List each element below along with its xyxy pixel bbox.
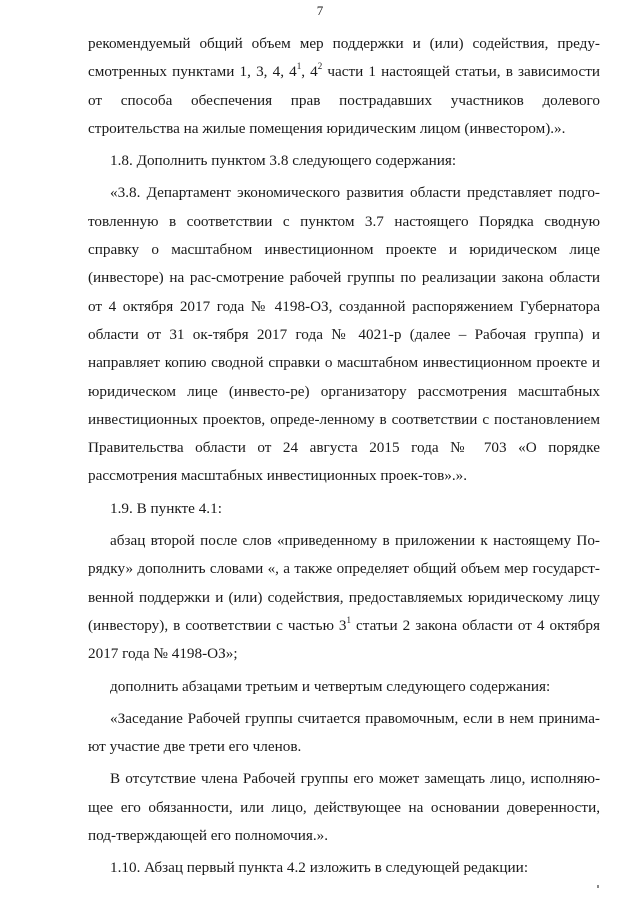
- text-fragment: , 4: [301, 63, 318, 81]
- paragraph-second-abzac: [88, 527, 600, 668]
- text-fragment: абзац второй после слов «приведенному в приложении к настоящему По-рядку» дополнить словами «, а также определяет общий объем мер государст-венной поддержки и (или) содействия, предоставляемых юридическому лицу (инвестору), в соответствии с частью 3: [88, 532, 600, 634]
- text-fragment: статьи 2 закона области от 4 октября 2017 года № 4198-ОЗ»;: [88, 616, 600, 663]
- paragraph-substitution: В отсутствие члена Рабочей группы его может замещать лицо, исполняю-щее его обязанности, или лицо, действующее на основании доверенности, под-тверждающей его полномочия.».: [88, 770, 600, 845]
- paragraph-item-1-8: 1.8. Дополнить пунктом 3.8 следующего содержания:: [110, 152, 457, 170]
- paragraph-support-measures: [88, 30, 600, 143]
- paragraph-item-1-9: 1.9. В пункте 4.1:: [110, 499, 222, 517]
- page-number: 7: [316, 3, 324, 18]
- paragraph-clause-3-8: «3.8. Департамент экономического развития области представляет подго-товленную в соответствии с пунктом 3.7 настоящего Порядка сводную справку о масштабном инвестиционном проекте и юридическом лице (инвесторе) на рас-смотрение рабочей группы по реализации закона области от 4 октября 2017 года № 4198-ОЗ, созданной распоряжением Губернатора области от 31 ок-тября 2017 года № 4021-р (далее – Рабочая группа) и направляет копию сводной справки о масштабном инвестиционном проекте и юридическом лице (инвесто-ре) организатору рассмотрения масштабных инвестиционных проектов, опреде-ленному в соответствии с постановлением Правительства области от 24 августа 2015 года № 703 «О порядке рассмотрения масштабных инвестиционных проек-тов».».: [88, 184, 600, 485]
- paragraph-quorum: «Заседание Рабочей группы считается правомочным, если в нем принима-ют участие две трети его членов.: [88, 709, 600, 756]
- document-body: [88, 30, 600, 883]
- superscript: 1: [346, 614, 352, 625]
- text-fragment: части 1 настоящей статьи, в зависимости от способа обеспечения прав пострадавших участников долевого строительства на жилые помещения юридическим лицом (инвестором).».: [88, 63, 600, 137]
- text-fragment: рекомендуемый общий объем мер поддержки и (или) содействия, преду-смотренных пунктами 1, 3, 4, 4: [88, 35, 600, 81]
- superscript: 1: [296, 61, 302, 72]
- superscript: 2: [317, 61, 323, 72]
- paragraph-item-1-10: 1.10. Абзац первый пункта 4.2 изложить в следующей редакции:: [110, 859, 529, 877]
- scan-mark: [597, 885, 599, 888]
- paragraph-add-abzacs: дополнить абзацами третьим и четвертым следующего содержания:: [110, 677, 551, 695]
